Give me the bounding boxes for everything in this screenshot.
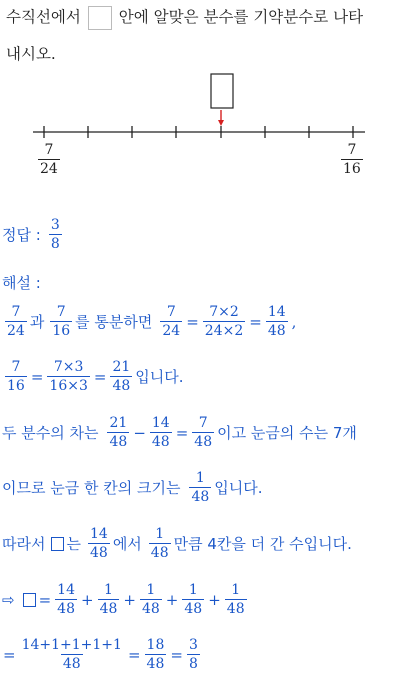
solution-line-3: 두 분수의 차는 $\frac{21}{48}$ − $\frac{14}{48}$ = $\frac{7}{48}$ 이고 눈금의 수는 7개 bbox=[2, 415, 357, 450]
solution-label: 해설 : bbox=[2, 274, 41, 292]
blank-square bbox=[51, 537, 64, 551]
answer-label: 정답 : bbox=[2, 226, 41, 244]
solution-line-6: ⇨ = $\frac{14}{48}$ + $\frac{1}{48}$ + $\frac{1}{48}$ + $\frac{1}{48}$ + $\frac{1}{48}$ bbox=[2, 582, 245, 617]
arrow-down-icon bbox=[218, 120, 224, 126]
solution-line-7: = $\frac{14+1+1+1+1}{48}$ = $\frac{18}{48}$ = $\frac{3}{8}$ bbox=[3, 637, 198, 672]
question-text-part1: 수직선에서 bbox=[6, 8, 81, 26]
answer-fraction: $\frac{3}{8}$ bbox=[50, 217, 60, 252]
blank-square bbox=[23, 593, 36, 607]
answer-line bbox=[2, 218, 65, 251]
right-arrow-icon: ⇨ bbox=[2, 590, 15, 609]
solution-line-1: $\frac{7}{24}$ 과 $\frac{7}{16}$ 를 통분하면 $\frac{7}{24}$ = $\frac{7\times 2}{24\times 2}$ = $\frac{14}{48}$ , bbox=[7, 304, 297, 339]
answer-box-inline bbox=[88, 6, 112, 30]
question-line-2: 내시오. bbox=[6, 45, 56, 63]
right-end-label: $\frac{7}{16}$ bbox=[343, 142, 361, 177]
solution-line-2: $\frac{7}{16}$ = $\frac{7\times 3}{16\times 3}$ = $\frac{21}{48}$ 입니다. bbox=[7, 359, 184, 394]
question-line-1 bbox=[6, 5, 363, 30]
unknown-box bbox=[211, 74, 233, 108]
left-end-label: $\frac{7}{24}$ bbox=[40, 142, 58, 177]
question-text-part2: 안에 알맞은 분수를 기약분수로 나타 bbox=[118, 8, 364, 26]
solution-line-4: 이므로 눈금 한 칸의 크기는 $\frac{1}{48}$ 입니다. bbox=[2, 470, 263, 505]
solution-line-5: 따라서 는 $\frac{14}{48}$ 에서 $\frac{1}{48}$ 만큼 4칸을 더 간 수입니다. bbox=[2, 526, 352, 561]
